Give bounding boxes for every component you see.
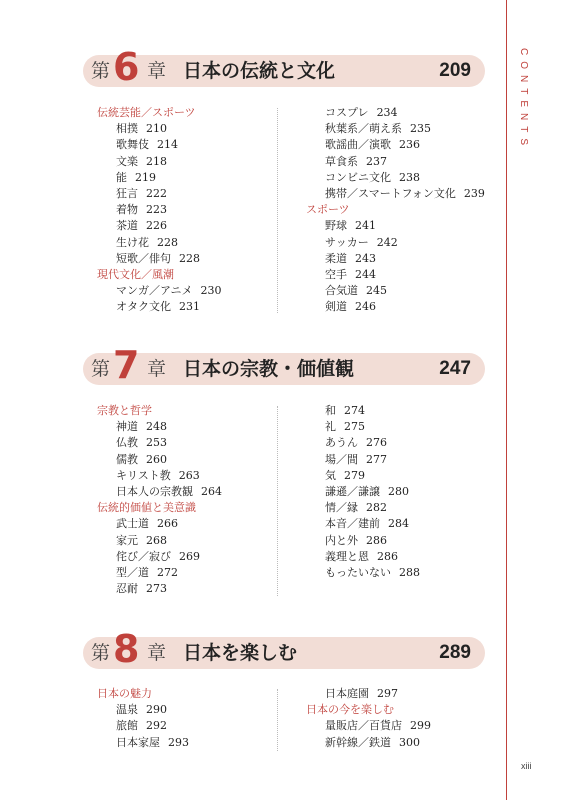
toc-entry-title: 狂言 xyxy=(116,187,138,201)
toc-entry[interactable] xyxy=(97,137,221,153)
chapter-title: 日本の伝統と文化 xyxy=(183,60,336,82)
toc-entry-title: 儒教 xyxy=(116,452,138,466)
toc-entry-title: 歌舞伎 xyxy=(116,138,149,152)
toc-entry-page: 282 xyxy=(366,501,387,515)
toc-entry-page: 260 xyxy=(146,452,167,466)
toc-entry[interactable] xyxy=(306,251,485,267)
toc-entry-page: 231 xyxy=(179,300,200,314)
chapter-prefix: 第 xyxy=(91,60,111,82)
chapter-title: 日本を楽しむ xyxy=(183,642,298,664)
toc-entry[interactable] xyxy=(306,533,420,549)
chapter-number: 6 xyxy=(113,45,140,89)
toc-section-heading: 伝統芸能／スポーツ xyxy=(97,106,196,119)
chapter-prefix: 第 xyxy=(91,358,111,380)
toc-entry-title: 礼 xyxy=(325,420,336,434)
toc-entry-title: 秋葉系／萌え系 xyxy=(325,122,402,136)
toc-entry-page: 234 xyxy=(376,106,398,119)
toc-entry-page: 286 xyxy=(366,533,387,547)
toc-entry-page: 297 xyxy=(377,687,398,700)
toc-entry-page: 300 xyxy=(399,735,420,749)
chapter-number: 7 xyxy=(113,343,140,387)
toc-entry[interactable] xyxy=(97,419,222,435)
toc-entry[interactable] xyxy=(306,484,420,500)
toc-entry-title: 新幹線／鉄道 xyxy=(325,735,391,749)
chapter-banner[interactable] xyxy=(83,343,485,387)
page-number: xiii xyxy=(521,761,532,771)
toc-section-heading: スポーツ xyxy=(306,203,350,217)
toc-entry[interactable] xyxy=(97,735,189,751)
contents-side-label: CONTENTS xyxy=(518,48,529,151)
toc-entry[interactable] xyxy=(97,251,221,267)
toc-entry-page: 273 xyxy=(146,582,167,596)
toc-entry-page: 228 xyxy=(179,251,200,265)
toc-entry-page: 272 xyxy=(157,566,178,580)
toc-entry-title: 場／間 xyxy=(325,452,358,466)
toc-entry[interactable] xyxy=(97,299,221,315)
chapter-suffix: 章 xyxy=(147,60,167,82)
toc-entry-title: 家元 xyxy=(116,533,138,547)
toc-entry-page: 236 xyxy=(399,138,420,152)
toc-entry-title: 和 xyxy=(325,404,336,417)
toc-entry-title: 日本庭園 xyxy=(325,687,369,700)
toc-entry-title: 携帯／スマートフォン文化 xyxy=(325,187,456,201)
toc-entry-title: 旅館 xyxy=(116,719,138,733)
toc-entry-page: 241 xyxy=(355,219,376,233)
column-divider xyxy=(277,108,278,313)
toc-entry[interactable] xyxy=(306,468,420,484)
toc-entry[interactable] xyxy=(306,419,420,435)
toc-entry-page: 228 xyxy=(157,235,178,249)
toc-entry[interactable] xyxy=(97,718,189,734)
toc-entry[interactable] xyxy=(97,581,222,597)
toc-entry-page: 218 xyxy=(146,154,167,168)
toc-entry-page: 266 xyxy=(157,517,178,531)
toc-entry[interactable] xyxy=(97,452,222,468)
toc-entry-title: 柔道 xyxy=(325,251,347,265)
toc-entry-page: 235 xyxy=(410,122,431,136)
toc-entry-title: 文楽 xyxy=(116,154,138,168)
toc-entry-page: 248 xyxy=(146,420,167,434)
toc-entry-page: 299 xyxy=(410,719,431,733)
toc-entry[interactable] xyxy=(306,299,485,315)
toc-entry[interactable] xyxy=(97,468,222,484)
chapter-prefix: 第 xyxy=(91,642,111,664)
chapter-page: 209 xyxy=(439,60,471,81)
toc-entry-title: 歌謡曲／演歌 xyxy=(325,138,391,152)
toc-entry[interactable] xyxy=(306,218,485,234)
toc-entry-title: 神道 xyxy=(116,420,138,434)
toc-entry[interactable] xyxy=(306,170,485,186)
toc-entry-page: 286 xyxy=(377,549,398,563)
toc-entry-title: 空手 xyxy=(325,268,347,282)
toc-entry-page: 269 xyxy=(179,549,200,563)
toc-entry-title: 義理と恩 xyxy=(325,549,369,563)
toc-entry-title: 草食系 xyxy=(325,154,358,168)
toc-left-column xyxy=(97,686,189,751)
toc-entry[interactable] xyxy=(97,565,222,581)
toc-entry[interactable] xyxy=(306,121,485,137)
toc-entry-page: 268 xyxy=(146,533,167,547)
chapter-suffix: 章 xyxy=(147,358,167,380)
toc-entry-title: 日本家屋 xyxy=(116,735,160,749)
toc-right-column xyxy=(306,105,485,316)
toc-entry[interactable] xyxy=(306,235,485,251)
toc-entry-title: サッカー xyxy=(325,235,369,249)
toc-entry[interactable] xyxy=(306,435,420,451)
toc-entry-title: 型／道 xyxy=(116,566,149,580)
toc-entry-title: 日本人の宗教観 xyxy=(116,485,193,499)
toc-entry-page: 264 xyxy=(201,485,222,499)
toc-entry-title: 生け花 xyxy=(116,235,149,249)
toc-section-heading: 伝統的価値と美意識 xyxy=(97,501,196,515)
toc-entry[interactable] xyxy=(306,735,431,751)
toc-entry-page: 276 xyxy=(366,436,387,450)
toc-entry[interactable] xyxy=(306,549,420,565)
toc-entry[interactable] xyxy=(97,186,221,202)
toc-entry-page: 290 xyxy=(146,703,167,717)
toc-entry-title: 侘び／寂び xyxy=(116,549,171,563)
toc-section-heading: 日本の魅力 xyxy=(97,687,152,700)
toc-entry-title: 本音／建前 xyxy=(325,517,380,531)
toc-entry[interactable] xyxy=(306,137,485,153)
toc-entry-title: 忍耐 xyxy=(116,582,138,596)
toc-section-heading: 現代文化／風潮 xyxy=(97,268,174,282)
toc-entry[interactable] xyxy=(97,154,221,170)
toc-entry-page: 292 xyxy=(146,719,167,733)
column-divider xyxy=(277,406,278,596)
toc-entry-title: コンビニ文化 xyxy=(325,170,391,184)
toc-entry[interactable] xyxy=(97,170,221,186)
toc-entry[interactable] xyxy=(97,533,222,549)
toc-entry-page: 230 xyxy=(200,284,222,298)
toc-entry-page: 238 xyxy=(399,170,420,184)
toc-entry[interactable] xyxy=(97,702,189,718)
toc-entry-title: コスプレ xyxy=(325,106,369,119)
toc-entry[interactable] xyxy=(306,283,485,299)
toc-entry[interactable] xyxy=(306,718,431,734)
toc-entry-title: 謙遜／謙譲 xyxy=(325,485,380,499)
toc-entry-page: 279 xyxy=(344,468,365,482)
toc-entry-title: 武士道 xyxy=(116,517,149,531)
toc-entry-page: 280 xyxy=(388,485,409,499)
chapter-banner[interactable] xyxy=(83,45,485,89)
toc-entry[interactable] xyxy=(306,267,485,283)
toc-entry-page: 222 xyxy=(146,187,167,201)
chapter-title: 日本の宗教・価値観 xyxy=(183,358,355,380)
toc-entry-page: 288 xyxy=(399,566,420,580)
toc-entry[interactable] xyxy=(306,686,431,702)
toc-entry-title: 内と外 xyxy=(325,533,358,547)
toc-entry-page: 253 xyxy=(146,436,167,450)
toc-entry-page: 277 xyxy=(366,452,387,466)
toc-left-column xyxy=(97,403,222,597)
toc-entry[interactable] xyxy=(97,549,222,565)
chapter-page: 289 xyxy=(439,642,471,663)
toc-entry[interactable] xyxy=(306,105,485,121)
toc-entry-page: 246 xyxy=(355,300,376,314)
toc-entry-title: 合気道 xyxy=(325,284,358,298)
toc-section-heading: 日本の今を楽しむ xyxy=(306,703,394,717)
toc-entry-page: 237 xyxy=(366,154,387,168)
toc-entry-title: 剣道 xyxy=(325,300,347,314)
toc-entry-page: 219 xyxy=(135,170,156,184)
toc-entry-title: あうん xyxy=(325,436,358,450)
toc-entry-title: 着物 xyxy=(116,203,138,217)
toc-entry-title: 情／縁 xyxy=(325,501,358,515)
toc-entry-title: 量販店／百貨店 xyxy=(325,719,402,733)
toc-entry-title: オタク文化 xyxy=(116,300,171,314)
toc-entry-page: 284 xyxy=(388,517,409,531)
toc-entry-title: キリスト教 xyxy=(116,468,171,482)
toc-entry-page: 275 xyxy=(344,420,365,434)
toc-entry-page: 243 xyxy=(355,251,376,265)
toc-entry[interactable] xyxy=(306,500,420,516)
toc-entry-page: 239 xyxy=(463,187,485,201)
toc-entry[interactable] xyxy=(306,516,420,532)
toc-right-column xyxy=(306,686,431,751)
toc-left-column xyxy=(97,105,221,316)
toc-entry[interactable] xyxy=(97,435,222,451)
toc-entry-title: マンガ／アニメ xyxy=(116,284,193,298)
toc-entry[interactable] xyxy=(97,283,221,299)
chapter-number: 8 xyxy=(113,627,140,671)
toc-entry-title: 茶道 xyxy=(116,219,138,233)
toc-entry[interactable] xyxy=(306,154,485,170)
toc-entry-title: もったいない xyxy=(325,566,391,580)
toc-entry[interactable] xyxy=(306,565,420,581)
toc-entry-page: 274 xyxy=(344,404,365,417)
toc-entry-page: 242 xyxy=(376,235,398,249)
toc-entry[interactable] xyxy=(97,202,221,218)
chapter-suffix: 章 xyxy=(147,642,167,664)
toc-entry-title: 気 xyxy=(325,468,336,482)
toc-entry-page: 244 xyxy=(355,268,376,282)
toc-entry[interactable] xyxy=(97,516,222,532)
column-divider xyxy=(277,689,278,751)
toc-entry-page: 245 xyxy=(366,284,387,298)
toc-entry[interactable] xyxy=(97,218,221,234)
toc-entry[interactable] xyxy=(306,452,420,468)
toc-entry-page: 226 xyxy=(146,219,167,233)
toc-entry-title: 相撲 xyxy=(116,122,138,136)
toc-entry-page: 293 xyxy=(168,735,189,749)
toc-entry[interactable] xyxy=(97,235,221,251)
toc-entry-title: 短歌／俳句 xyxy=(116,251,171,265)
toc-entry[interactable] xyxy=(306,186,485,202)
toc-entry[interactable] xyxy=(97,484,222,500)
toc-entry-page: 210 xyxy=(146,122,167,136)
toc-entry-page: 223 xyxy=(146,203,167,217)
toc-entry-title: 能 xyxy=(116,170,127,184)
toc-entry-page: 214 xyxy=(157,138,178,152)
toc-entry-page: 263 xyxy=(178,468,200,482)
chapter-banner[interactable] xyxy=(83,627,485,671)
toc-section-heading: 宗教と哲学 xyxy=(97,404,152,417)
toc-entry-title: 温泉 xyxy=(116,703,138,717)
toc-entry-title: 野球 xyxy=(325,219,347,233)
side-rule xyxy=(506,0,507,800)
toc-entry[interactable] xyxy=(97,121,221,137)
toc-entry[interactable] xyxy=(306,403,420,419)
toc-right-column xyxy=(306,403,420,581)
toc-entry-title: 仏教 xyxy=(116,436,138,450)
chapter-page: 247 xyxy=(439,358,471,379)
